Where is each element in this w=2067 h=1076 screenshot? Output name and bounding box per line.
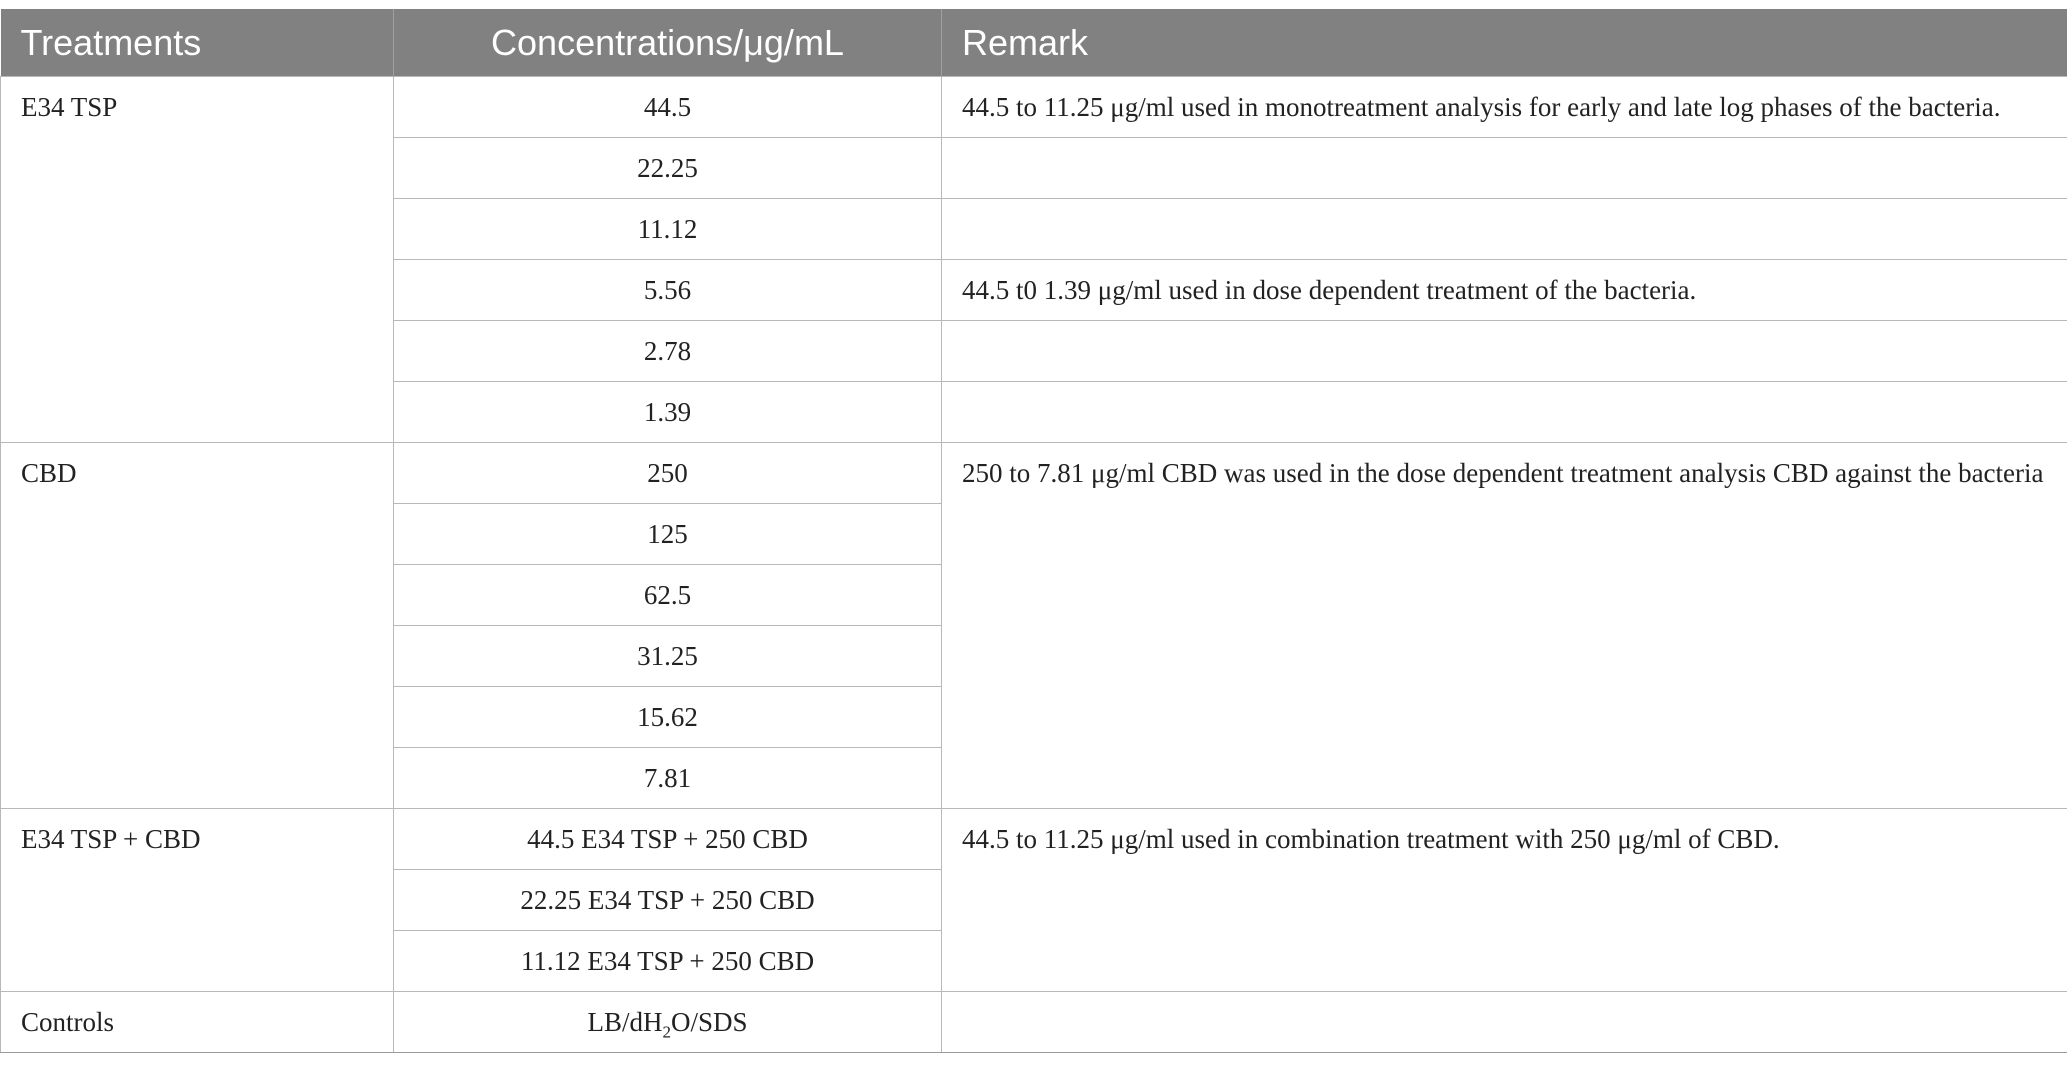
controls-concentration-post: O/SDS (670, 1007, 748, 1037)
concentration-cell: 250 (394, 443, 942, 504)
header-concentrations: Concentrations/μg/mL (394, 9, 942, 77)
table-row (1, 809, 2067, 870)
treatment-cell: E34 TSP (1, 77, 394, 443)
controls-concentration-sub: 2 (662, 1022, 671, 1042)
remark-cell: 250 to 7.81 μg/ml CBD was used in the dose dependent treatment analysis CBD against the bacteria (942, 443, 2067, 809)
concentration-cell: 11.12 (394, 199, 942, 260)
treatment-cell: CBD (1, 443, 394, 809)
treatments-table (0, 9, 2067, 1053)
remark-cell (942, 199, 2067, 260)
concentration-cell: 44.5 (394, 77, 942, 138)
remark-cell: 44.5 to 11.25 μg/ml used in monotreatment analysis for early and late log phases of the bacteria. (942, 77, 2067, 138)
concentration-cell: 7.81 (394, 748, 942, 809)
concentration-cell: 2.78 (394, 321, 942, 382)
concentration-cell: 22.25 E34 TSP + 250 CBD (394, 870, 942, 931)
table-row (1, 992, 2067, 1053)
header-row (1, 9, 2067, 77)
concentration-cell: 125 (394, 504, 942, 565)
remark-cell: 44.5 to 11.25 μg/ml used in combination treatment with 250 μg/ml of CBD. (942, 809, 2067, 992)
table-row (1, 77, 2067, 138)
remark-cell (942, 992, 2067, 1053)
controls-concentration-pre: LB/dH (587, 1007, 663, 1037)
remark-cell: 44.5 t0 1.39 μg/ml used in dose dependent treatment of the bacteria. (942, 260, 2067, 321)
remark-cell (942, 382, 2067, 443)
concentration-cell: 5.56 (394, 260, 942, 321)
concentration-cell: 1.39 (394, 382, 942, 443)
remark-cell (942, 138, 2067, 199)
header-remark: Remark (942, 9, 2067, 77)
treatment-cell: Controls (1, 992, 394, 1053)
concentration-cell: 11.12 E34 TSP + 250 CBD (394, 931, 942, 992)
remark-cell (942, 321, 2067, 382)
concentration-cell: 22.25 (394, 138, 942, 199)
table-row (1, 443, 2067, 504)
header-treatments: Treatments (1, 9, 394, 77)
concentration-cell: 62.5 (394, 565, 942, 626)
treatment-cell: E34 TSP + CBD (1, 809, 394, 992)
concentration-cell: 15.62 (394, 687, 942, 748)
concentration-cell: 44.5 E34 TSP + 250 CBD (394, 809, 942, 870)
concentration-cell: 31.25 (394, 626, 942, 687)
concentration-cell (394, 992, 942, 1053)
